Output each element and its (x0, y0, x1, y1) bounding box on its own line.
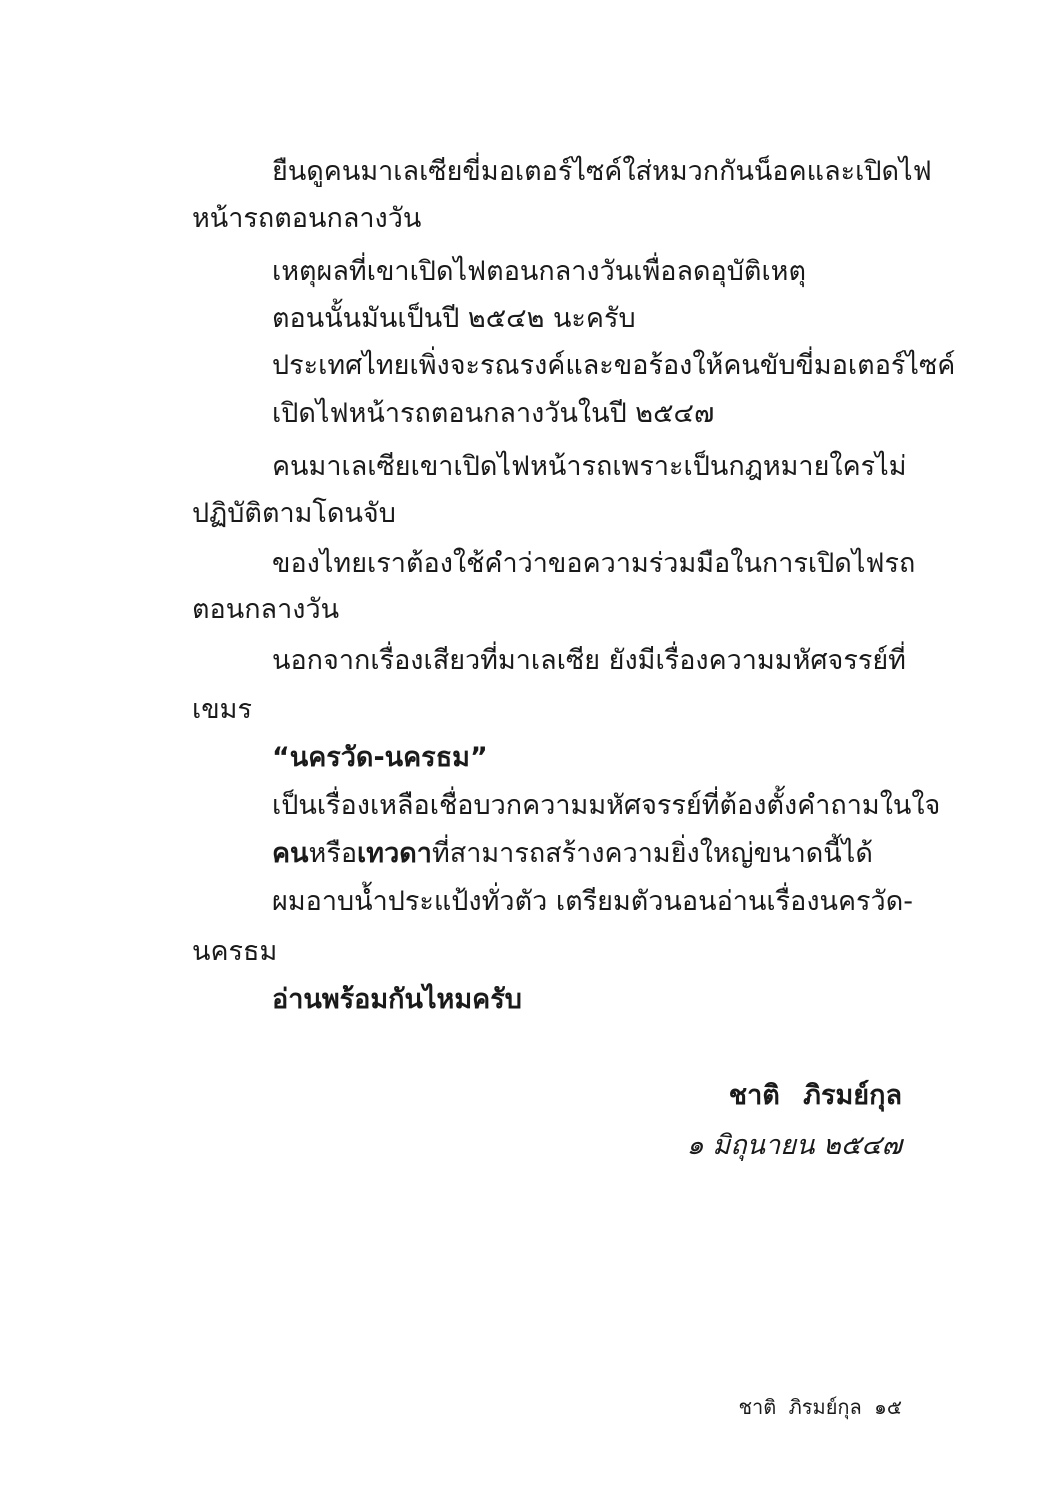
emphasis-word-2: เทวดา (357, 838, 432, 869)
paragraph-6-line-2: ปฏิบัติตามโดนจับ (192, 498, 396, 529)
page-footer-running-head: ชาติ ภิรมย์กุล ๑๕ (738, 1395, 902, 1419)
paragraph-5: เปิดไฟหน้ารถตอนกลางวันในปี ๒๕๔๗ (272, 398, 715, 429)
signature-date: ๑ มิถุนายน ๒๕๔๗ (686, 1130, 902, 1161)
paragraph-10-text-1: หรือ (308, 838, 358, 869)
section-heading: “นครวัด-นครธม” (272, 742, 488, 773)
paragraph-2: เหตุผลที่เขาเปิดไฟตอนกลางวันเพื่อลดอุบัติเหตุ (272, 256, 807, 287)
paragraph-7-line-2: ตอนกลางวัน (192, 594, 340, 625)
paragraph-10-text-2: ที่สามารถสร้างความยิ่งใหญ่ขนาดนี้ได้ (431, 838, 873, 869)
closing-line: อ่านพร้อมกันไหมครับ (272, 984, 522, 1015)
paragraph-10 (272, 834, 873, 874)
paragraph-1-line-1: ยืนดูคนมาเลเซียขี่มอเตอร์ไซค์ใส่หมวกกันน็อคและเปิดไฟ (272, 156, 932, 187)
author-signature: ชาติ ภิรมย์กุล (728, 1080, 902, 1111)
paragraph-9: เป็นเรื่องเหลือเชื่อบวกความมหัศจรรย์ที่ต้องตั้งคำถามในใจ (272, 790, 941, 821)
paragraph-8-line-1: นอกจากเรื่องเสียวที่มาเลเซีย ยังมีเรื่องความมหัศจรรย์ที่ (272, 645, 906, 676)
paragraph-6-line-1-part-1: คนมาเลเซียเขาเปิดไฟหน้ารถเพราะเป็นกฎหมาย (272, 451, 830, 482)
paragraph-1-line-2: หน้ารถตอนกลางวัน (192, 203, 422, 234)
paragraph-6-line-1-part-2: ใครไม่ (829, 451, 907, 482)
paragraph-11-line-1: ผมอาบน้ำประแป้งทั่วตัว เตรียมตัวนอนอ่านเรื่องนครวัด- (272, 886, 913, 917)
paragraph-4: ประเทศไทยเพิ่งจะรณรงค์และขอร้องให้คนขับขี่มอเตอร์ไซค์ (272, 350, 956, 381)
paragraph-8-line-2: เขมร (192, 694, 252, 725)
paragraph-7-line-1: ของไทยเราต้องใช้คำว่าขอความร่วมมือในการเปิดไฟรถ (272, 548, 916, 579)
paragraph-3: ตอนนั้นมันเป็นปี ๒๕๔๒ นะครับ (272, 303, 636, 334)
paragraph-11-line-2: นครธม (192, 936, 278, 967)
paragraph-6-line-1 (272, 447, 907, 487)
emphasis-word-1: คน (272, 838, 309, 869)
